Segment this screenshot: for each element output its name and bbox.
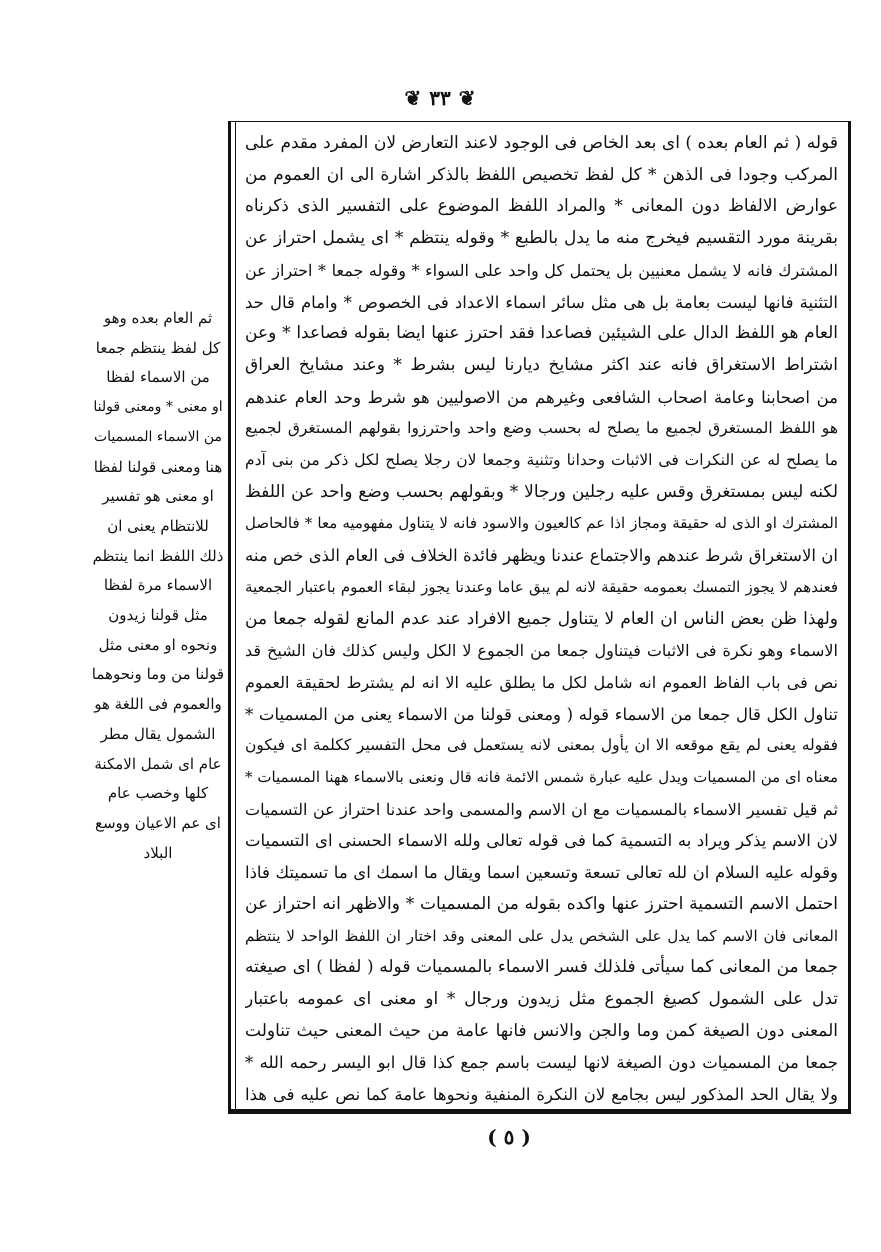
text-line: ثم قيل تفسير الاسماء بالمسميات مع ان الاسم والمسمى واحد عندنا احتراز عن التسميات	[245, 799, 838, 819]
text-line: او معنى * ومعنى قولنا	[93, 399, 223, 416]
text-line: مثل قولنا زيدون	[108, 606, 208, 625]
text-line: العام هو اللفظ الدال على الشيئين فصاعدا فقد احترز عنها ايضا بقوله فصاعدا * وعن	[245, 323, 838, 344]
text-line: وقوله عليه السلام ان لله تعالى تسعة وتسعين اسما ويقال ما اسمك اى ما تسميتك فاذا	[245, 863, 838, 883]
text-line: اشتراط الاستغراق فانه عند اكثر مشايخ ديارنا ليس بشرط * وعند مشايخ العراق	[245, 354, 838, 375]
text-line: فعندهم لا يجوز التمسك بعمومه حقيقة لانه لم يبق عاما وعندنا يجوز لبقاء العموم باعتبار الجمعية	[245, 577, 838, 596]
text-line: نص فى باب الفاظ العموم انه شامل لكل ما يطلق عليه الا انه لم يشترط لحقيقة العموم	[245, 672, 838, 692]
text-line: قوله ( ثم العام بعده ) اى بعد الخاص فى الوجود لاعند التعارض لان المفرد مقدم على	[245, 133, 838, 153]
text-line: من اصحابنا وعامة اصحاب الشافعى وغيرهم من الاصوليين هو شرط وحد العام عندهم	[245, 387, 838, 407]
text-line: كل لفظ ينتظم جمعا	[95, 338, 221, 357]
text-line: التثنية فانها ليست بعامة بل هى مثل سائر اسماء الاعداد فى الخصوص * وامام قال حد	[245, 292, 838, 312]
text-line: المشترك فانه لا يشمل معنيين بل يحتمل كل واحد على السواء * وقوله جمعا * احتراز عن	[245, 260, 838, 280]
page-number: ٣٣	[429, 86, 451, 110]
text-line: بقرينة مورد التقسيم فيخرج منه ما يدل بالطبع * وقوله ينتظم * اى يشمل احتراز عن	[245, 228, 838, 249]
text-line: هو اللفظ المستغرق لجميع ما يصلح له بحسب وضع واحد واحترزوا بقولهم المستغرق لجميع	[245, 419, 838, 438]
text-line: تدل على الشمول كصيغ الجموع مثل زيدون ورجال * او معنى اى عمومه باعتبار	[245, 988, 838, 1009]
text-line: ولا يقال الحد المذكور ليس بجامع لان النكرة المنفية ونحوها عامة كما نص عليه فى هذا	[245, 1085, 838, 1105]
text-line: ولهذا ظن بعض الناس ان العام لا يتناول جميع الافراد عند عدم المانع لقوله جمعا من	[245, 608, 838, 629]
text-line: الشمول يقال مطر	[100, 724, 216, 743]
text-line: المعانى فان الاسم كما يدل على الشخص يدل على المعنى وقد اختار ان اللفظ الواحد لا ينتظم	[245, 926, 838, 945]
text-line: كلها وخصب عام	[107, 784, 209, 803]
text-line: جمعا من المسميات دون الصيغة لانها ليست باسم جمع كذا قال ابو اليسر رحمه الله *	[245, 1053, 838, 1073]
text-line: اى عم الاعيان ووسع	[95, 813, 221, 832]
text-line: من الاسماء لفظا	[106, 368, 210, 387]
text-line: عام اى شمل الامكنة	[94, 754, 222, 773]
text-line: ان الاستغراق شرط عندهم والاجتماع عندنا ويظهر فائدة الخلاف فى العام الذى خص منه	[245, 546, 838, 566]
text-line: جمعا من المعانى كما سيأتى فلذلك فسر الاسماء بالمسميات قوله ( لفظا ) اى صيغته	[245, 957, 838, 978]
text-line: ثم العام بعده وهو	[103, 309, 213, 327]
ornament-right-icon: ❦	[458, 86, 476, 110]
text-line: للانتظام يعنى ان	[107, 516, 209, 535]
text-line: من الاسماء المسميات	[93, 428, 223, 445]
text-line: فقوله يعنى لم يقع موقعه الا ان يأول بمعنى لانه يستعمل فى محل التفسير ككلمة اى فيكون	[245, 736, 838, 755]
text-line: المعنى دون الصيغة كمن وما والجن والانس فانها عامة من حيث المعنى حيث تناولت	[245, 1020, 838, 1041]
text-line: معناه اى من المسميات ويدل عليه عبارة شمس الائمة فانه قال ونعنى بالاسماء ههنا المسميات *	[245, 768, 838, 787]
text-line: او معنى هو تفسير	[102, 487, 214, 506]
text-line: احتمل الاسم التسمية احترز عنها واكده بقوله من المسميات * والاظهر انه احتراز عن	[245, 893, 838, 914]
text-line: تناول الكل قال جمعا من الاسماء قوله ( ومعنى قولنا من الاسماء يعنى من المسميات *	[245, 704, 838, 724]
text-line: هنا ومعنى قولنا لفظا	[93, 457, 223, 476]
text-line: قولنا من وما ونحوهما	[92, 665, 224, 684]
text-line: المشترك او الذى له حقيقة ومجاز اذا عم كالعيون والاسود فانه لا يتناول مفهوميه معا * فالحاصل	[245, 514, 838, 533]
ornament-left-icon: ❦	[404, 86, 422, 110]
text-line: ونحوه او معنى مثل	[98, 635, 218, 654]
main-commentary-text	[245, 128, 838, 1111]
text-line: والعموم فى اللغة هو	[94, 695, 222, 714]
text-line: الاسماء مرة لفظا	[103, 576, 213, 595]
text-line: لان الاسم يذكر ويراد به التسمية كما فى قوله تعالى ولله الاسماء الحسنى اى التسميات	[245, 831, 838, 851]
text-line: المركب وجودا فى الذهن * كل لفظ تخصيص اللفظ بالذكر اشارة الى ان العموم من	[245, 164, 838, 185]
signature-mark: ( ٥ )	[487, 1125, 531, 1149]
text-line: الاسماء وهو نكرة فى الاثبات فيتناول جمعا من الجموع لا الكل وليس كذلك فان الشيخ قد	[245, 641, 838, 661]
text-line: ما يصلح له عن النكرات فى الاثبات وحدانا وتثنية وجمعا لان رجلا يصلح لكل ذكر من بنى آدم	[245, 451, 838, 470]
text-line: عوارض الالفاظ دون المعانى * والمراد اللفظ الموضوع على التفسير الذى ذكرناه	[245, 196, 838, 217]
main-text-frame	[228, 121, 851, 1114]
page-header	[404, 86, 475, 110]
text-line: ذلك اللفظ انما ينتظم	[92, 546, 224, 565]
text-line: البلاد	[143, 843, 173, 862]
text-line: لكنه ليس بمستغرق وقس عليه رجلين ورجالا * وبقولهم بحسب وضع واحد عن اللفظ	[245, 481, 838, 502]
margin-matn-text	[92, 304, 224, 868]
